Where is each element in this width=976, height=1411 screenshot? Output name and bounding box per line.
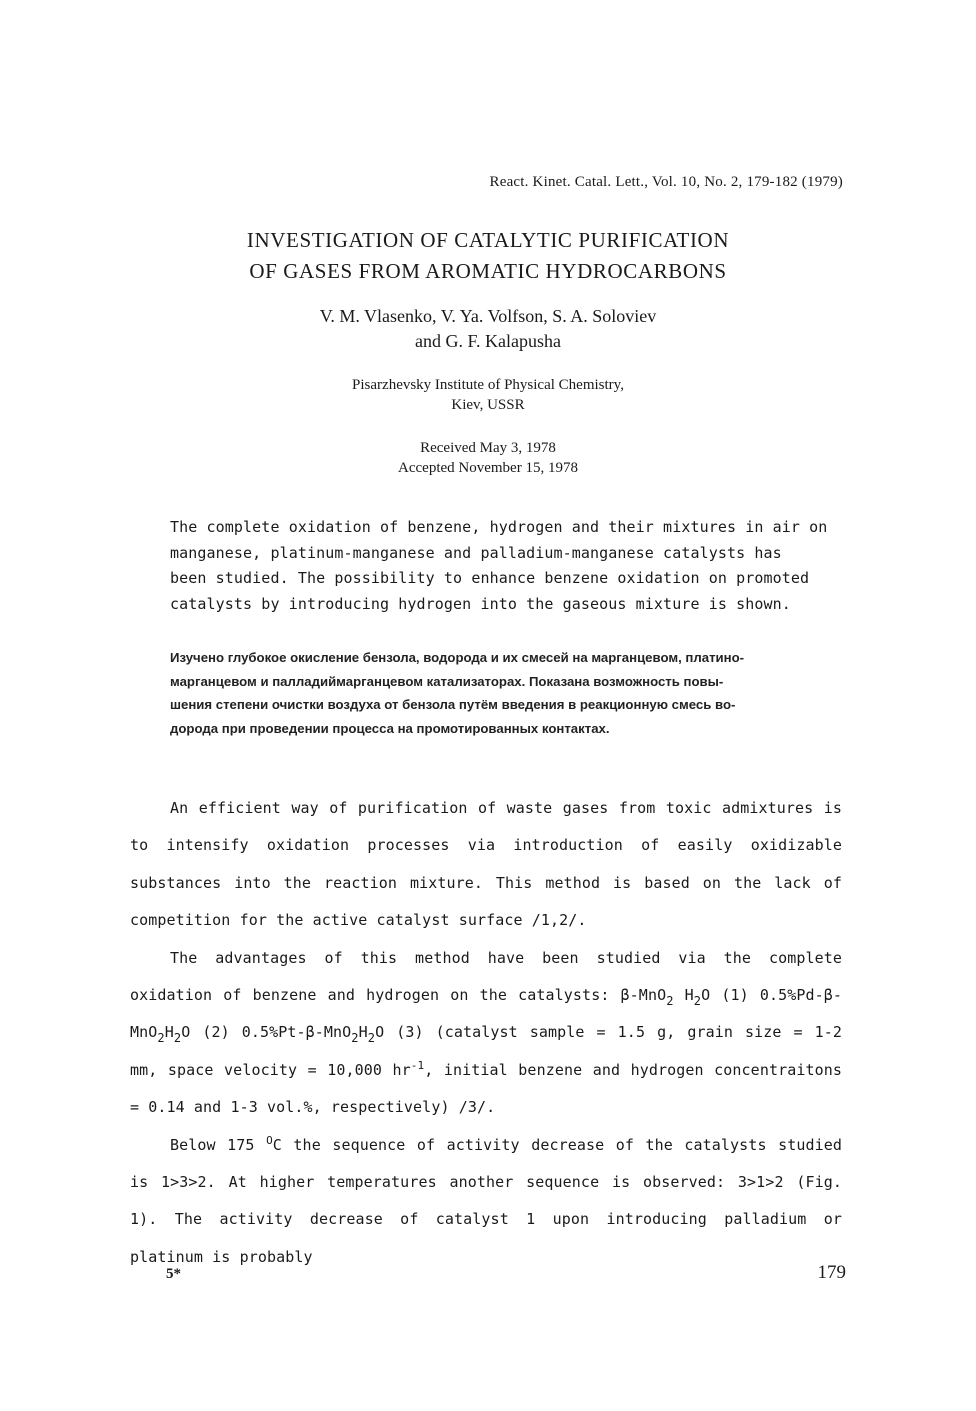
page-number: 179 (817, 1262, 846, 1283)
title-line-2: OF GASES FROM AROMATIC HYDROCARBONS (249, 259, 727, 283)
p2-subscript: 2 (157, 1031, 165, 1046)
p2-text-a: The advantages of this method have been studied via the complete oxidation of benzene and hydrogen on the catalysts: β-MnO (130, 948, 842, 1005)
received-date: Received May 3, 1978 (420, 440, 556, 456)
signature-mark: 5* (166, 1266, 181, 1282)
abstract-en-line-4: catalysts by introducing hydrogen into the gaseous mixture is shown. (170, 594, 791, 613)
abstract-russian (170, 646, 870, 740)
accepted-date: Accepted November 15, 1978 (398, 460, 578, 476)
p2-subscript: 2 (367, 1031, 376, 1046)
body-paragraph-1: An efficient way of purification of waste gases from toxic admixtures is to intensify oxidation processes via introduction of easily oxidizable substances into the reaction mixture. This method is based on the lack of competition for the active catalyst surface /1,2/. (130, 799, 842, 930)
affiliation-line-1: Pisarzhevsky Institute of Physical Chemistry, (352, 377, 624, 393)
p3-text-a: Below 175 (170, 1135, 267, 1154)
body-text (130, 790, 842, 1276)
title-line-1: INVESTIGATION OF CATALYTIC PURIFICATION (246, 228, 730, 252)
p2-text-g: O (3) (catalyst sample = 1.5 g, grain size = 1-2 mm, space velocity = 10,000 hr (130, 1023, 843, 1079)
author-list (0, 304, 976, 354)
abstract-ru-line-3: шения степени очистки воздуха от бензола путём введения в реакционную смесь во- (170, 697, 736, 712)
p2-superscript: -1 (410, 1058, 425, 1072)
abstract-ru-line-2: марганцевом и палладиймарганцевом катализаторах. Показана возможность повы- (170, 673, 724, 689)
body-paragraph-2 (130, 940, 842, 1127)
affiliation (0, 375, 976, 415)
journal-citation: React. Kinet. Catal. Lett., Vol. 10, No. 2, 179-182 (1979) (489, 174, 843, 190)
abstract-en-line-3: been studied. The possibility to enhance benzene oxidation on promoted (170, 569, 810, 587)
affiliation-line-2: Kiev, USSR (451, 397, 525, 413)
abstract-ru-line-4: дорода при проведении процесса на промотированных контактах. (170, 720, 610, 736)
p2-text-d: H (164, 1023, 174, 1042)
p2-subscript: 2 (693, 994, 702, 1009)
p2-subscript: 2 (351, 1031, 359, 1046)
p2-text-e: O (2) 0.5%Pt-β-MnO (181, 1023, 352, 1042)
p2-text-h: , initial benzene and hydrogen concentraitons = 0.14 and 1-3 vol.%, respectively) /3/. (130, 1060, 842, 1117)
p3-superscript: O (266, 1133, 273, 1147)
p2-subscript: 2 (666, 994, 674, 1009)
authors-line-2: and G. F. Kalapusha (414, 331, 562, 351)
p2-subscript: 2 (173, 1031, 182, 1046)
abstract-en-line-2: manganese, platinum-manganese and palladium-manganese catalysts has (170, 543, 782, 562)
p3-text-b: C the sequence of activity decrease of the catalysts studied is 1>3>2. At higher temperatures another sequence is observed: 3>1>2 (Fig. 1). The activity decrease of catalyst 1 upon introducing palladium or platinum is probably (130, 1135, 842, 1266)
authors-line-1: V. M. Vlasenko, V. Ya. Volfson, S. A. Soloviev (319, 306, 657, 326)
submission-dates (0, 438, 976, 478)
p2-text-f: H (358, 1023, 368, 1042)
abstract-ru-line-1: Изучено глубокое окисление бензола, водорода и их смесей на марганцевом, платино- (170, 650, 745, 665)
p2-text-b: H (673, 986, 694, 1005)
abstract-english (170, 515, 860, 617)
paper-title (0, 225, 976, 287)
body-paragraph-3 (130, 1127, 842, 1277)
abstract-en-line-1: The complete oxidation of benzene, hydrogen and their mixtures in air on (170, 518, 828, 536)
p2-text-c: O (1) 0.5%Pd-β-MnO (130, 986, 842, 1042)
